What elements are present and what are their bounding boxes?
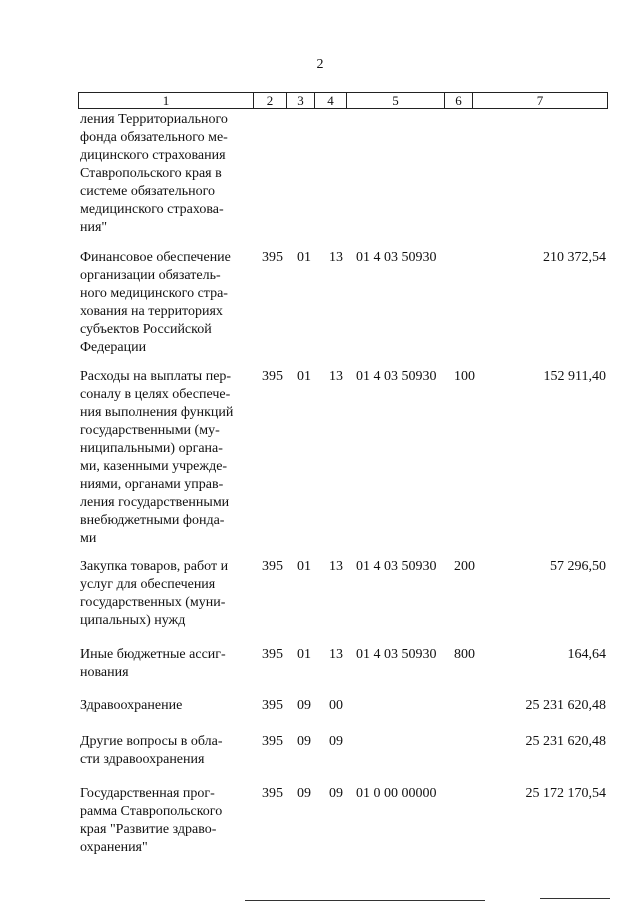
- row-2-name: [80, 249, 256, 357]
- row-3-c3: 01: [297, 369, 311, 384]
- row-2-c3: 01: [297, 250, 311, 265]
- row-6-c4: 00: [329, 698, 343, 713]
- footer-rule-right: [540, 898, 610, 899]
- page-number: 2: [316, 57, 324, 72]
- row-3-c5: 01 4 03 50930: [356, 369, 437, 384]
- row-3-c2: 395: [262, 369, 283, 384]
- row-name-line: ми, казенными учрежде-: [80, 459, 228, 474]
- row-name-line: нования: [80, 665, 129, 680]
- row-name-line: соналу в целях обеспече-: [80, 387, 231, 402]
- row-name-line: ления государственными: [80, 495, 230, 510]
- row-4-name: [80, 558, 256, 630]
- row-name-line: организации обязатель-: [80, 268, 221, 283]
- header-col-4: 4: [315, 93, 347, 108]
- row-4-c7: 57 296,50: [550, 559, 606, 574]
- header-col-2: 2: [254, 93, 287, 108]
- header-col-3: 3: [287, 93, 315, 108]
- row-4-c6: 200: [454, 559, 475, 574]
- row-7-c3: 09: [297, 734, 311, 749]
- table-header: [78, 92, 608, 109]
- row-name-line: Другие вопросы в обла-: [80, 734, 223, 749]
- row-7-c2: 395: [262, 734, 283, 749]
- row-name-line: Закупка товаров, работ и: [80, 559, 229, 574]
- row-5-c7: 164,64: [567, 647, 606, 662]
- row-name-line: Федерации: [80, 340, 147, 355]
- row-5-c5: 01 4 03 50930: [356, 647, 437, 662]
- row-6-c3: 09: [297, 698, 311, 713]
- row-3-c4: 13: [329, 369, 343, 384]
- row-name-line: внебюджетными фонда-: [80, 513, 225, 528]
- row-8-c5: 01 0 00 00000: [356, 786, 437, 801]
- row-8-c7: 25 172 170,54: [525, 786, 606, 801]
- row-name-line: услуг для обеспечения: [80, 577, 216, 592]
- row-4-c5: 01 4 03 50930: [356, 559, 437, 574]
- row-name-line: рамма Ставропольского: [80, 804, 223, 819]
- row-name-line: Здравоохранение: [80, 698, 183, 713]
- row-name-line: субъектов Российской: [80, 322, 212, 337]
- header-col-1: 1: [79, 93, 254, 108]
- row-name-line: Государственная прог-: [80, 786, 215, 801]
- header-col-5: 5: [347, 93, 445, 108]
- row-name-line: края "Развитие здраво-: [80, 822, 217, 837]
- row-6-c2: 395: [262, 698, 283, 713]
- row-8-c2: 395: [262, 786, 283, 801]
- row-name-line: ного медицинского стра-: [80, 286, 228, 301]
- header-col-6: 6: [445, 93, 473, 108]
- row-name-line: ния": [80, 220, 108, 235]
- footer-rule: [245, 900, 485, 901]
- row-5-c4: 13: [329, 647, 343, 662]
- row-3-name: [80, 368, 256, 548]
- row-2-c4: 13: [329, 250, 343, 265]
- row-5-c2: 395: [262, 647, 283, 662]
- row-8-c4: 09: [329, 786, 343, 801]
- row-name-line: государственными (му-: [80, 423, 220, 438]
- row-7-c7: 25 231 620,48: [525, 734, 606, 749]
- row-5-c6: 800: [454, 647, 475, 662]
- row-5-c3: 01: [297, 647, 311, 662]
- row-name-line: хования на территориях: [80, 304, 223, 319]
- row-4-c3: 01: [297, 559, 311, 574]
- row-7-c4: 09: [329, 734, 343, 749]
- row-name-line: ниями, органами управ-: [80, 477, 224, 492]
- row-name-line: Расходы на выплаты пер-: [80, 369, 232, 384]
- row-4-c4: 13: [329, 559, 343, 574]
- row-name-line: ципальных) нужд: [80, 613, 186, 628]
- row-name-line: охранения": [80, 840, 148, 855]
- row-4-c2: 395: [262, 559, 283, 574]
- row-name-line: ми: [80, 531, 97, 546]
- row-name-line: ния выполнения функций: [80, 405, 234, 420]
- row-name-line: Финансовое обеспечение: [80, 250, 231, 265]
- row-3-c7: 152 911,40: [543, 369, 606, 384]
- row-2-c5: 01 4 03 50930: [356, 250, 437, 265]
- row-6-name: [80, 697, 256, 715]
- row-name-line: фонда обязательного ме-: [80, 130, 228, 145]
- row-name-line: дицинского страхования: [80, 148, 226, 163]
- row-name-line: Иные бюджетные ассиг-: [80, 647, 226, 662]
- row-1-name: [80, 111, 256, 237]
- row-name-line: системе обязательного: [80, 184, 216, 199]
- header-col-7: 7: [536, 93, 544, 108]
- row-6-c7: 25 231 620,48: [525, 698, 606, 713]
- row-2-c2: 395: [262, 250, 283, 265]
- row-8-c3: 09: [297, 786, 311, 801]
- row-8-name: [80, 785, 256, 857]
- row-name-line: государственных (муни-: [80, 595, 226, 610]
- row-name-line: ниципальными) органа-: [80, 441, 223, 456]
- row-name-line: ления Территориального: [80, 112, 228, 127]
- row-name-line: Ставропольского края в: [80, 166, 222, 181]
- row-2-c7: 210 372,54: [543, 250, 606, 265]
- row-name-line: сти здравоохранения: [80, 752, 205, 767]
- row-3-c6: 100: [454, 369, 475, 384]
- row-5-name: [80, 646, 256, 682]
- row-7-name: [80, 733, 256, 769]
- row-name-line: медицинского страхова-: [80, 202, 224, 217]
